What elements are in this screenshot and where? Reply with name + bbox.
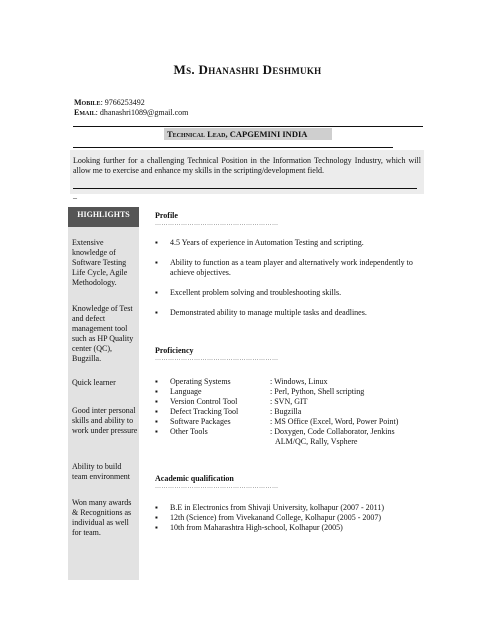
email-line (74, 108, 188, 118)
list-item: ▪ 10th from Maharashtra High-school, Kolhapur (2005) (155, 523, 343, 532)
email-value: : dhanashri1089@gmail.com (95, 108, 189, 117)
highlight-item: Won many awards & Recognitions as individual as well for team. (72, 498, 132, 537)
table-row: ALM/QC, Rally, Vsphere (275, 437, 358, 446)
list-item: ▪ Demonstrated ability to manage multiple tasks and deadlines. (155, 308, 367, 317)
dotted-rule: ………………………………………………… (155, 484, 279, 490)
mobile-line (74, 98, 145, 108)
profile-heading: Profile (155, 211, 178, 220)
resume-name: Ms. Dhanashri Deshmukh (173, 62, 322, 77)
proficiency-heading: Proficiency (155, 346, 194, 355)
table-row: ▪ Other Tools : Doxygen, Code Collaborator, Jenkins (155, 427, 395, 436)
objective-text: Looking further for a challenging Technical Position in the Information Technology Industry, which will allow me to exercise and enhance my skills in the scripting/development field. (73, 156, 421, 175)
list-item: ▪ Ability to function as a team player and alternatively work independently to achieve objectives. (155, 258, 413, 277)
table-row: ▪ Software Packages : MS Office (Excel, Word, Power Point) (155, 417, 399, 426)
mobile-label: Mobile (74, 98, 101, 107)
table-row: ▪ Defect Tracking Tool : Bugzilla (155, 407, 302, 416)
divider (73, 126, 423, 127)
highlight-item: Good inter personal skills and ability to work under pressure (72, 406, 138, 435)
email-label: Email (74, 108, 96, 117)
list-item: ▪ 12th (Science) from Vivekanand College, Kolhapur (2005 - 2007) (155, 513, 382, 522)
dash-mark: – (73, 193, 77, 202)
list-item: ▪ B.E in Electronics from Shivaji University, kolhapur (2007 - 2011) (155, 503, 385, 512)
dotted-rule: ………………………………………………… (155, 221, 279, 227)
mobile-value: : 9766253492 (100, 98, 145, 107)
highlight-item: Quick learner (72, 378, 116, 387)
list-item: ▪ 4.5 Years of experience in Automation Testing and scripting. (155, 238, 364, 247)
table-row: ▪ Operating Systems : Windows, Linux (155, 377, 328, 386)
proficiency-table (155, 377, 430, 447)
role-banner: Technical Lead, CAPGEMINI INDIA (164, 128, 332, 140)
divider (73, 188, 417, 189)
highlights-heading: HIGHLIGHTS (68, 207, 139, 227)
highlight-item: Extensive knowledge of Software Testing Life Cycle, Agile Methodology. (72, 238, 128, 287)
divider (73, 147, 393, 148)
table-row: ▪ Language : Perl, Python, Shell scripting (155, 387, 365, 396)
academic-list (155, 503, 425, 533)
dotted-rule: ………………………………………………… (155, 356, 279, 362)
highlight-item: Ability to build team environment (72, 462, 130, 481)
table-row: ▪ Version Control Tool : SVN, GIT (155, 397, 308, 406)
profile-list (155, 238, 425, 318)
list-item: ▪ Excellent problem solving and troubleshooting skills. (155, 288, 342, 297)
academic-heading: Academic qualification (155, 474, 234, 483)
highlight-item: Knowledge of Test and defect management tool such as HP Quality center (QC), Bugzilla. (72, 304, 134, 363)
